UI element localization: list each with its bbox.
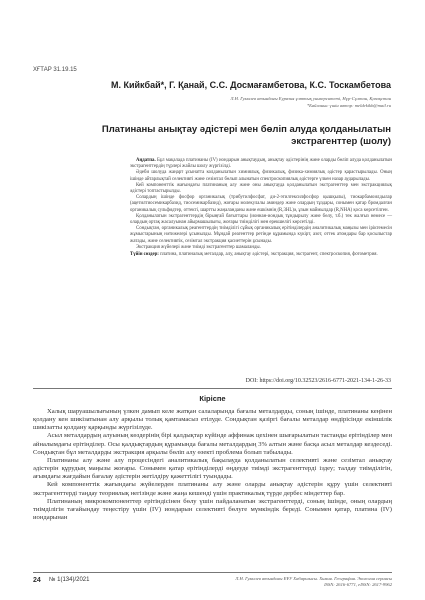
article-title-line-1: Платинаны анықтау әдістері мен бөліп алуда қолданылатын [101,124,391,135]
doi-divider [33,388,392,389]
abstract-paragraph: Солардың ішінде фосфор органикалық (трибутилфосфат, ди-2-этилгексилфосфор қышқылы), тиокарбамоилдылар (ацетилтиосемикарбазид, тиосемикарбазид), жоғары молекулалы аминдер және олардың тұздары, сонымен қатар бромдалған органикалық сульфидтер, оттекті, шартты жаңаланданы және ешкімнің (R,3HL)ә, ұзын маймылдар (R,NHA) қоса көрсетілген. [130,195,392,213]
article-title [71,124,391,148]
irsti-code: ХҒТАР 31.19.15 [33,67,77,73]
abstract-label: Аңдатпа. [136,158,156,163]
article-title-line-2: экстрагенттер (шолу) [291,136,391,147]
abstract-paragraph: Әдеби шолуда жаңарт ұсынатта колданылатын химиялық, физикалық, физика-химиялық әдістер қарастырылады. Оның ішінде айтарлықтай селективті және сезімтал бөлып алынатын спектроскопиялық әдістерге үлкен назар аударылады. [130,170,392,182]
abstract-paragraph: Қолданылатын экстрагенттердің бірыңғай бағыттары (ионнан-иондық тұндырылу және бөлу, т.б.) тек жалғыз немесе — олардың ортақ жасалуынан айырмашылығы, жоғары тиімділігі мен ерекшелігі көрсетілді. [130,213,392,226]
abstract-paragraph: Экстракция жүйелері және тиімді экстрагенттер шамаланды. [136,244,261,250]
body-paragraph: Кей компоненттік жағындағы жүйелерден платинаны алу және оларды анықтау әдістерін құру үшін селективті экстрагенттерді таңдау теориялық негізінде және жаңа кешенді үшін практикалық түрде дербес міндеттер бар. [33,481,392,497]
body-paragraph: Асыл металдардың алуының көздерінің бірі қалдықтар күйінде аффинаж цехінен шығарылатын тастанды ерітінділер мен айналымдағы ерітінділер. Осы қалдықтардың құрамында бағалы металдардың 3% алтын және басқа асыл металдар кездеседі. Сондықтан бұл металдарды экстракция арқылы бөліп алу өзекті проблема болып табылады. [33,432,392,456]
abstract-paragraph: Кей компоненттік жағындағы платинаның алу және оны анықтауда қолданылатын экстрагенттер мен экстракциялық әдістері топтастырылды. [130,182,392,195]
journal-info [192,576,392,588]
page-number: 24 [33,577,41,584]
body-paragraph: Платинаны алу және алу процесіндегі аналитикалық бақылауда қолданылатын селективті және сезімтал анықтау әдістерін құрудың маңызы жоғары. Сонымен қатар ерітінділерді өңдеуде тиімді экстрагенттерді іздеу; талдау тиімділігін, ағымдағы жағдайын бағалау әдістерін жетілдіру қажеттілігі туындады. [33,456,392,481]
intro-body [33,408,392,522]
author-list: М. Кийкбай*, Г. Қанай, С.С. Досмағамбетова, К.С. Тоскамбетова [110,80,391,90]
abstract [130,158,392,258]
abstract-paragraph: Аңдатпа. Бұл мақалада платинаны (IV) иондарын анықтаудың, анықтау әдістерінің және оларды бөліп алуда қолданылатын экстрагенттердің түрлері жайлы шолу жүргізілді. [130,158,392,170]
page-footer [33,574,392,594]
abstract-paragraph: Сондықтан, органикалық реагенттердің тиімділігі сұйық органикалық ерітінділердің аналитикалық маңызы мен іріктемесін жұмыстарының нәтижелері ұсынылды. Мұндай реагенттер ретінде құрамында күкірт, азот, оттек атомдары бар қосылыстар жатады, және селективтік, сезімтал экстракция қасиеттерін ұсынады. [130,226,392,244]
corresponding-author-email[interactable]: *Байланыс үшін автор: meldekikb@mail.ru [306,103,391,108]
body-paragraph: Платинаның микрокомпоненттер ерітіндісінен бөлу үшін пайдаланатын экстрагенттерді, соның ішінде, оның олардың тиімділігін тағайындау теңестіру үшін (IV) иондарын селективті бөлуге мүмкіндік береді. Сонымен қатар, платина (IV) иондарынан [33,497,392,522]
intro-heading: Кіріспе [199,394,226,403]
journal-issn: ISSN: 2616-6771, eISSN: 2617-9962 [324,582,392,587]
keywords-label: Түйін сөздер: [130,252,159,258]
issue-number: № 1(134)/2021 [49,577,90,583]
keywords [130,252,392,258]
footer-divider [33,572,392,573]
body-paragraph: Халық шаруашылығының үлкен дамып келе жатқан салаларында бағалы металдарды, соның ішінде, платинаны кеңінен қолдану кен шикізатынан алу арқылы толық қамтамасыз етілуде. Сондықтан қазіргі бағалы металдар өндірісінде екіншілік шикізатты қолдану қарқынды жүргізілуде. [33,408,392,432]
doi-link[interactable]: DOI: https://doi.org/10.32523/2616-6771-2021-134-1-26-33 [245,378,391,384]
journal-name: Л.Н. Гумилев атындағы ЕҰУ Хабаршысы. Химия. География. Экология сериясы [235,576,392,581]
affiliation: Л.Н. Гумилев атындағы Еуразия ұлттық университеті, Нұр-Сұлтан, Қазақстан [230,96,391,101]
keywords-text: платина, платиналық металдар, алу, анықтау әдістері, экстракция, экстрагент, спектроскопия, фотометрия. [160,252,378,258]
